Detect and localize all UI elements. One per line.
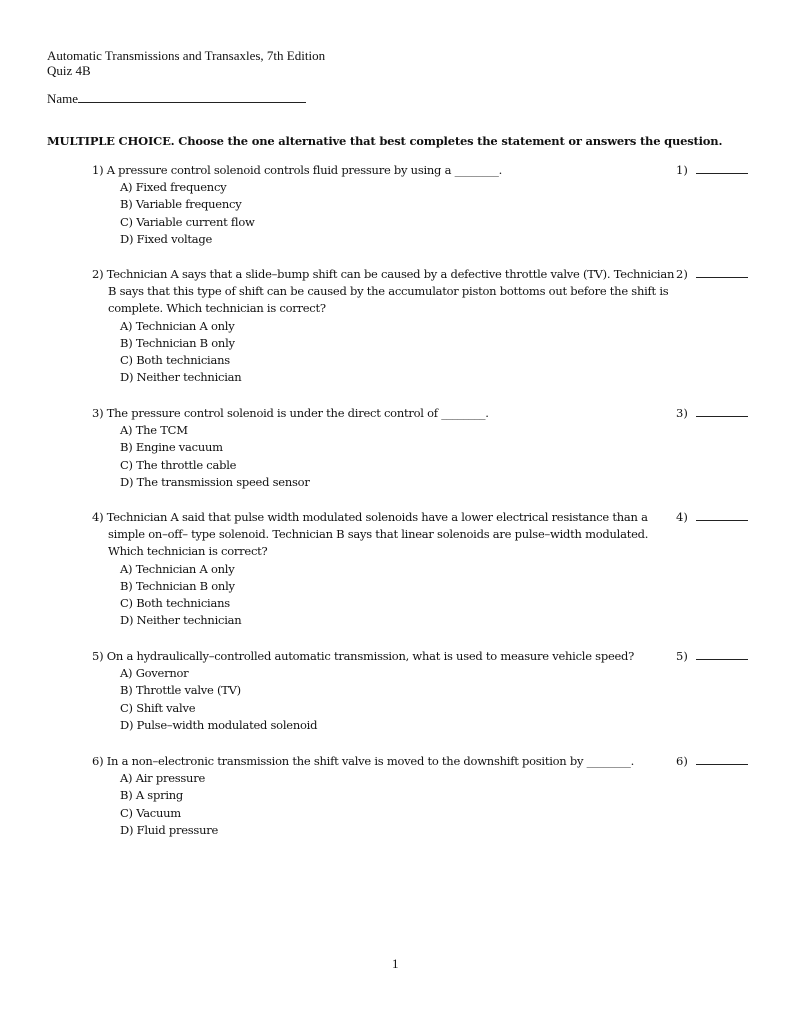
question-stem: 6) In a non–electronic transmission the shift valve is moved to the downshift position by ________. — [92, 754, 635, 768]
question-6 — [92, 753, 682, 839]
name-blank[interactable] — [78, 91, 306, 103]
question-4 — [92, 509, 682, 629]
answer-blank[interactable] — [696, 406, 748, 417]
option-a[interactable]: A) Air pressure — [120, 771, 206, 786]
question-5 — [92, 648, 682, 734]
answer-slot-4[interactable] — [676, 510, 748, 524]
instructions: MULTIPLE CHOICE. Choose the one alternative that best completes the statement or answers the question. — [47, 134, 723, 148]
quiz-label: Quiz 4B — [47, 63, 91, 78]
option-b[interactable]: B) Variable frequency — [120, 197, 242, 212]
answer-slot-3[interactable] — [676, 406, 748, 420]
option-d[interactable]: D) Neither technician — [120, 370, 242, 385]
option-c[interactable]: C) Vacuum — [120, 805, 181, 820]
option-a[interactable]: A) The TCM — [120, 423, 188, 438]
option-b[interactable]: B) Technician B only — [120, 335, 235, 350]
question-stem: 1) A pressure control solenoid controls fluid pressure by using a ________. — [92, 163, 502, 177]
option-c[interactable]: C) Variable current flow — [120, 214, 255, 229]
option-d[interactable]: D) Neither technician — [120, 613, 242, 628]
option-c[interactable]: C) The throttle cable — [120, 457, 237, 472]
answer-blank[interactable] — [696, 267, 748, 278]
option-c[interactable]: C) Shift valve — [120, 700, 196, 715]
option-b[interactable]: B) Technician B only — [120, 578, 235, 593]
answer-number: 3) — [676, 406, 688, 420]
option-d[interactable]: D) Fluid pressure — [120, 822, 219, 837]
option-c[interactable]: C) Both technicians — [120, 353, 230, 368]
option-b[interactable]: B) Engine vacuum — [120, 440, 223, 455]
option-d[interactable]: D) Fixed voltage — [120, 231, 213, 246]
answer-blank[interactable] — [696, 649, 748, 660]
option-b[interactable]: B) A spring — [120, 788, 184, 803]
answer-blank[interactable] — [696, 510, 748, 521]
answer-slot-2[interactable] — [676, 267, 748, 281]
page-number: 1 — [392, 956, 399, 971]
answer-number: 2) — [676, 267, 688, 281]
option-b[interactable]: B) Throttle valve (TV) — [120, 683, 241, 698]
answer-blank[interactable] — [696, 754, 748, 765]
answer-number: 4) — [676, 510, 688, 524]
option-a[interactable]: A) Technician A only — [120, 318, 235, 333]
option-d[interactable]: D) The transmission speed sensor — [120, 474, 310, 489]
question-1 — [92, 162, 682, 248]
option-d[interactable]: D) Pulse–width modulated solenoid — [120, 717, 318, 732]
question-stem: 5) On a hydraulically–controlled automatic transmission, what is used to measure vehicle speed? — [92, 649, 635, 663]
answer-blank[interactable] — [696, 163, 748, 174]
question-stem: 4) Technician A said that pulse width modulated solenoids have a lower electrical resistance than a simple on–off– type solenoid. Technician B says that linear solenoids are pulse–width modulated. Which technician is correct? — [92, 510, 649, 559]
name-label: Name — [47, 91, 79, 106]
option-a[interactable]: A) Technician A only — [120, 561, 235, 576]
option-a[interactable]: A) Fixed frequency — [120, 180, 227, 195]
answer-number: 1) — [676, 163, 688, 177]
answer-slot-5[interactable] — [676, 649, 748, 663]
answer-slot-6[interactable] — [676, 754, 748, 768]
question-2 — [92, 266, 682, 386]
option-c[interactable]: C) Both technicians — [120, 596, 230, 611]
answer-number: 5) — [676, 649, 688, 663]
question-stem: 2) Technician A says that a slide–bump shift can be caused by a defective throttle valve (TV). Technician B says that this type of shift can be caused by the accumulator piston bottoms out before the shift is complete. Which technician is correct? — [92, 267, 675, 316]
option-a[interactable]: A) Governor — [120, 666, 189, 681]
answer-slot-1[interactable] — [676, 163, 748, 177]
question-stem: 3) The pressure control solenoid is under the direct control of ________. — [92, 406, 489, 420]
name-field[interactable] — [47, 91, 306, 106]
question-3 — [92, 405, 682, 491]
document-title: Automatic Transmissions and Transaxles, 7th Edition — [47, 48, 326, 63]
answer-number: 6) — [676, 754, 688, 768]
